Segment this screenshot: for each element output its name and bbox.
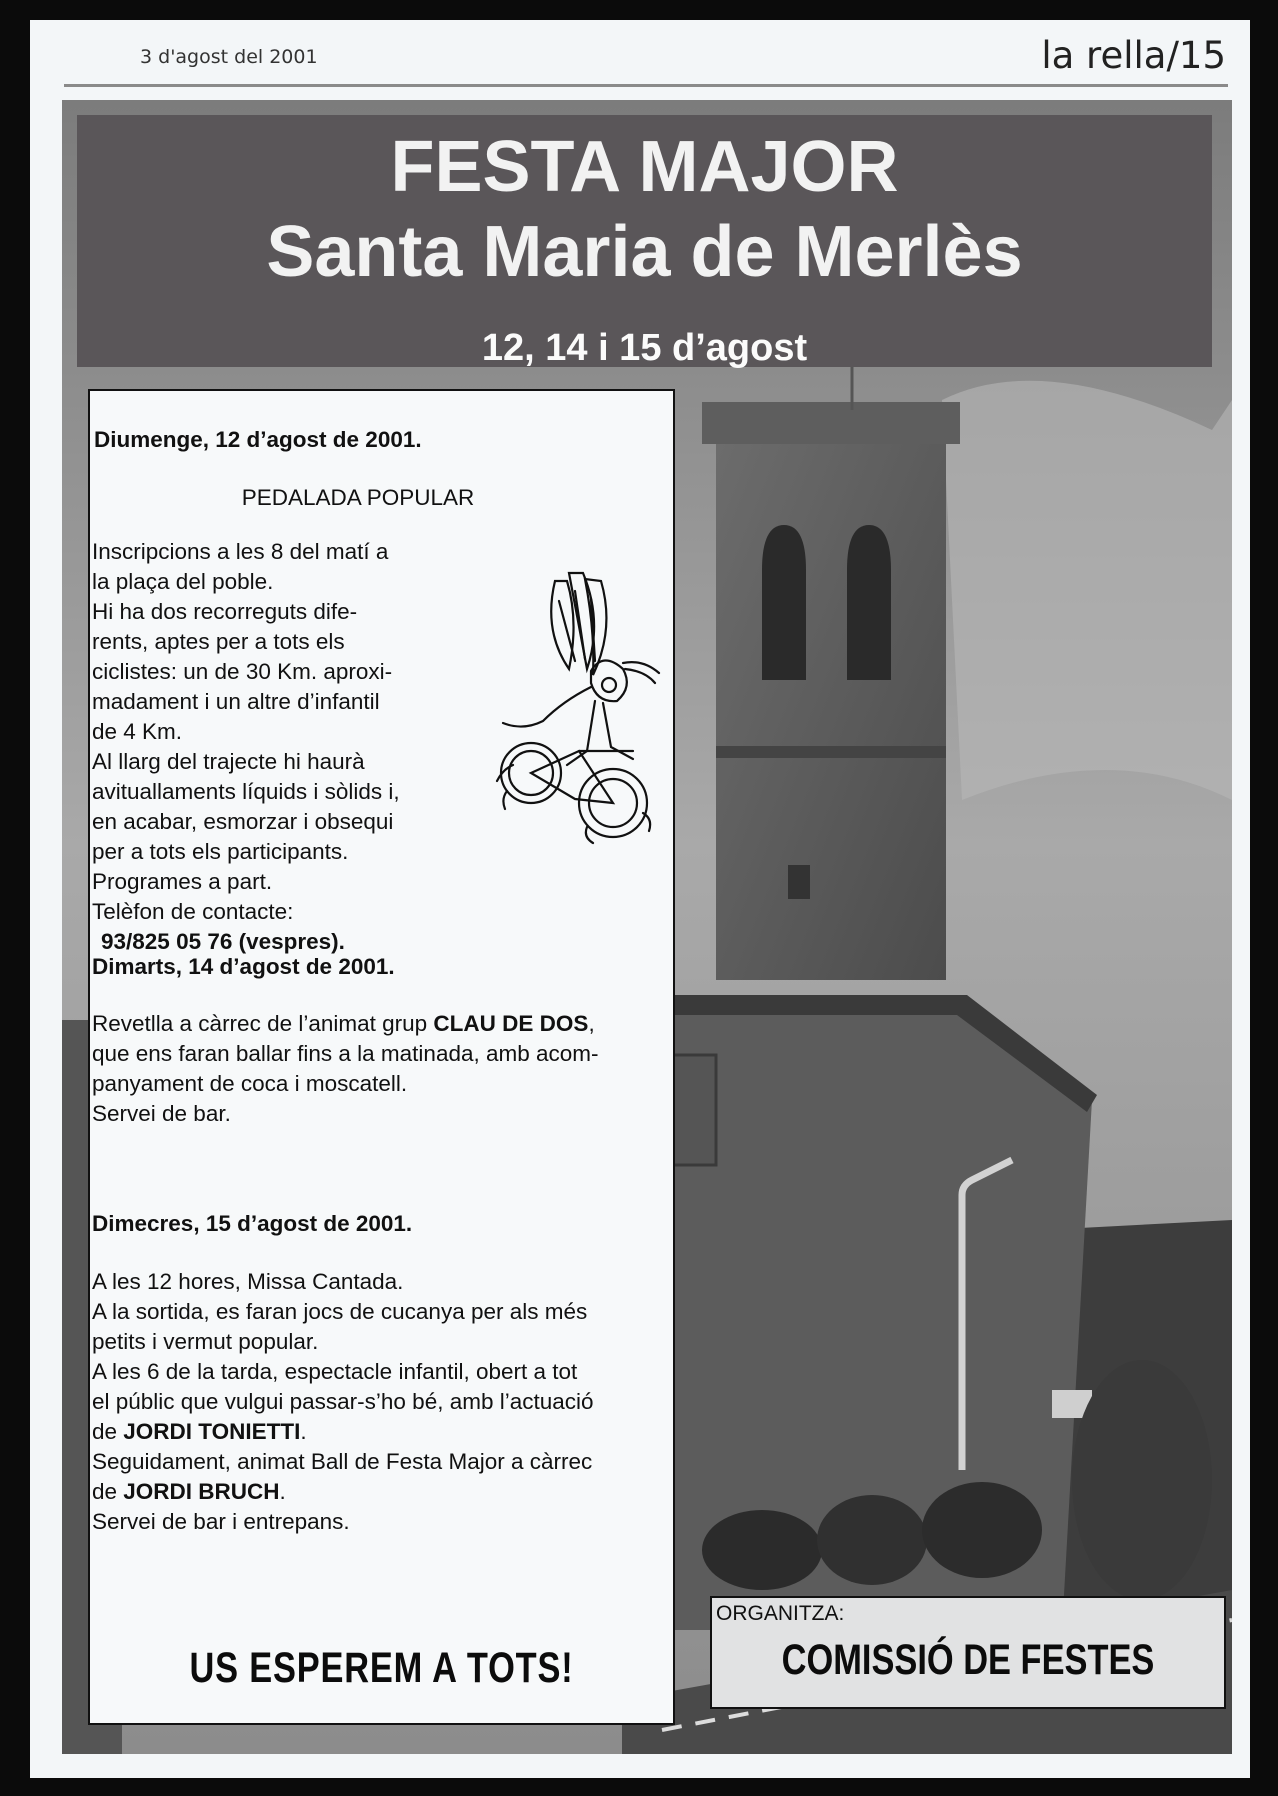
- day1-line: ciclistes: un de 30 Km. aproxi-: [92, 659, 393, 684]
- day3-line: [92, 1477, 594, 1507]
- performer-name: JORDI BRUCH: [123, 1479, 280, 1504]
- day1-line: la plaça del poble.: [92, 569, 274, 594]
- day1-line: Telèfon de contacte:: [92, 899, 294, 924]
- day2-text: Revetlla a càrrec de l’animat grup: [92, 1011, 434, 1036]
- day1-line: Al llarg del trajecte hi haurà: [92, 749, 365, 774]
- closing-slogan: US ESPEREM A TOTS!: [189, 1644, 574, 1692]
- day1-description: [92, 537, 400, 957]
- day2-line: panyament de coca i moscatell.: [92, 1071, 408, 1096]
- organizer-label: ORGANITZA:: [716, 1602, 845, 1625]
- organizer-name: COMISSIÓ DE FESTES: [781, 1636, 1155, 1684]
- title-banner: [77, 115, 1212, 367]
- day3-line: Servei de bar i entrepans.: [92, 1509, 350, 1534]
- day2-text: ,: [588, 1011, 595, 1036]
- performer-name: JORDI TONIETTI: [123, 1419, 301, 1444]
- page-title: FESTA MAJOR: [390, 127, 899, 207]
- day1-line: Programes a part.: [92, 869, 273, 894]
- day3-description: [92, 1267, 594, 1537]
- day2-line: Servei de bar.: [92, 1101, 231, 1126]
- day3-line: A les 6 de la tarda, espectacle infantil, obert a tot: [92, 1359, 578, 1384]
- day3-text: de: [92, 1419, 124, 1444]
- day2-line: que ens faran ballar fins a la matinada, amb acom-: [92, 1041, 599, 1066]
- day3-text: .: [300, 1419, 307, 1444]
- day1-line: Hi ha dos recorreguts dife-: [92, 599, 358, 624]
- day3-text: .: [279, 1479, 286, 1504]
- day1-line: en acabar, esmorzar i obsequi: [92, 809, 394, 834]
- day3-line: el públic que vulgui passar-s’ho bé, amb l’actuació: [92, 1389, 594, 1414]
- day2-heading: Dimarts, 14 d’agost de 2001.: [92, 954, 395, 979]
- contact-phone: 93/825 05 76 (vespres).: [101, 929, 345, 954]
- newspaper-page: [30, 20, 1250, 1778]
- program-box: [88, 389, 675, 1725]
- magazine-page-label: la rella/15: [1041, 34, 1226, 77]
- cyclist-mosquito-drawing-icon: [483, 551, 679, 847]
- day2-line: [92, 1009, 599, 1039]
- day3-line: A la sortida, es faran jocs de cucanya per als més: [92, 1299, 588, 1324]
- day1-line: rents, aptes per a tots els: [92, 629, 345, 654]
- day1-line: per a tots els participants.: [92, 839, 349, 864]
- issue-date: 3 d'agost del 2001: [140, 46, 318, 68]
- organizer-box: [710, 1596, 1226, 1709]
- day1-event: PEDALADA POPULAR: [241, 485, 475, 510]
- day1-line: Inscripcions a les 8 del matí a: [92, 539, 389, 564]
- day1-heading: Diumenge, 12 d’agost de 2001.: [94, 427, 422, 452]
- day3-line: petits i vermut popular.: [92, 1329, 319, 1354]
- page-subtitle: Santa Maria de Merlès: [266, 212, 1023, 292]
- day3-line: A les 12 hores, Missa Cantada.: [92, 1269, 404, 1294]
- day3-heading: Dimecres, 15 d’agost de 2001.: [92, 1211, 413, 1236]
- day1-line: madament i un altre d’infantil: [92, 689, 380, 714]
- band-name: CLAU DE DOS: [433, 1011, 589, 1036]
- day3-line: Seguidament, animat Ball de Festa Major a càrrec: [92, 1449, 593, 1474]
- day1-line: de 4 Km.: [92, 719, 183, 744]
- day2-description: [92, 1009, 599, 1129]
- day3-text: de: [92, 1479, 124, 1504]
- day3-line: [92, 1417, 594, 1447]
- header-rule: [64, 84, 1228, 87]
- festival-dates: 12, 14 i 15 d’agost: [481, 327, 808, 369]
- festival-poster: [62, 100, 1232, 1754]
- day1-line: avituallaments líquids i sòlids i,: [92, 779, 400, 804]
